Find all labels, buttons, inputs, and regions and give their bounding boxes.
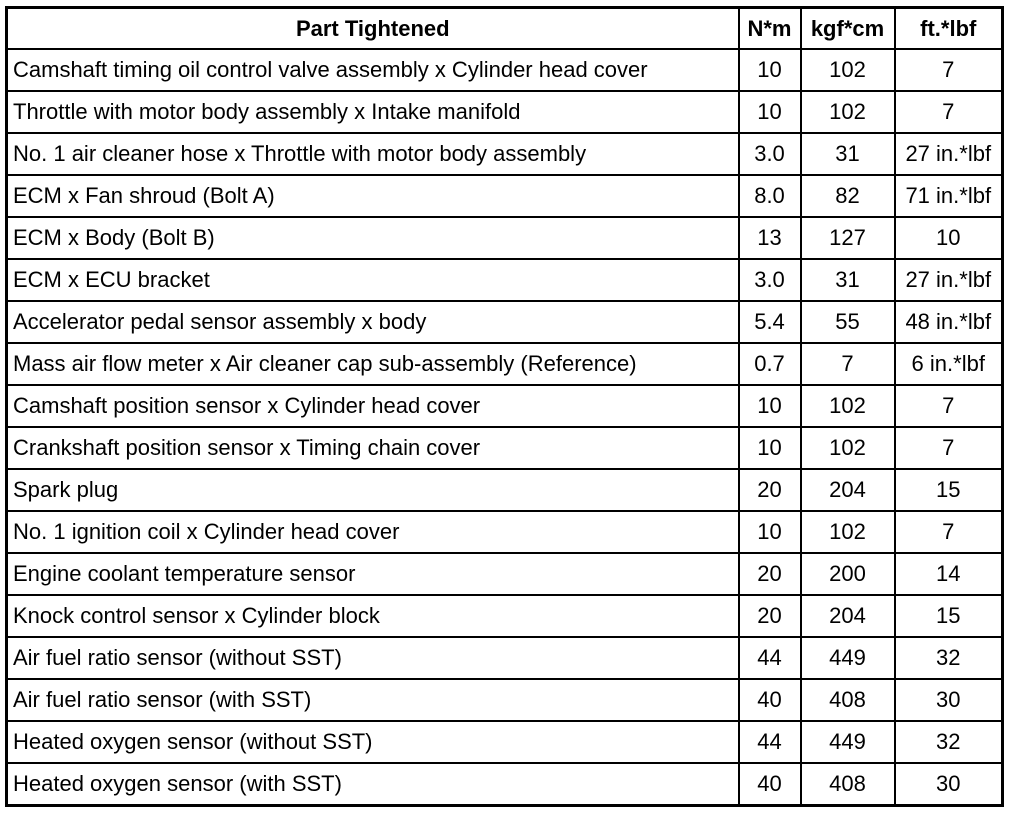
header-kgf-cm: kgf*cm	[801, 8, 895, 50]
header-newton-meters: N*m	[739, 8, 801, 50]
table-header-row	[7, 8, 1003, 50]
ft-lbf-cell: 10	[895, 217, 1003, 259]
kgf-cm-cell: 82	[801, 175, 895, 217]
kgf-cm-cell: 449	[801, 721, 895, 763]
table-row	[7, 49, 1003, 91]
part-cell: Throttle with motor body assembly x Intake manifold	[7, 91, 739, 133]
kgf-cm-cell: 204	[801, 469, 895, 511]
part-cell: ECM x Body (Bolt B)	[7, 217, 739, 259]
ft-lbf-cell: 7	[895, 385, 1003, 427]
ft-lbf-cell: 71 in.*lbf	[895, 175, 1003, 217]
kgf-cm-cell: 102	[801, 427, 895, 469]
part-cell: Spark plug	[7, 469, 739, 511]
kgf-cm-cell: 408	[801, 763, 895, 806]
newton-meters-cell: 10	[739, 385, 801, 427]
table-row	[7, 637, 1003, 679]
header-part-tightened: Part Tightened	[7, 8, 739, 50]
ft-lbf-cell: 14	[895, 553, 1003, 595]
ft-lbf-cell: 7	[895, 511, 1003, 553]
ft-lbf-cell: 6 in.*lbf	[895, 343, 1003, 385]
ft-lbf-cell: 27 in.*lbf	[895, 133, 1003, 175]
ft-lbf-cell: 32	[895, 721, 1003, 763]
kgf-cm-cell: 204	[801, 595, 895, 637]
table-row	[7, 595, 1003, 637]
ft-lbf-cell: 7	[895, 91, 1003, 133]
table-row	[7, 385, 1003, 427]
newton-meters-cell: 10	[739, 511, 801, 553]
part-cell: No. 1 air cleaner hose x Throttle with motor body assembly	[7, 133, 739, 175]
newton-meters-cell: 40	[739, 763, 801, 806]
newton-meters-cell: 10	[739, 427, 801, 469]
kgf-cm-cell: 31	[801, 133, 895, 175]
part-cell: Air fuel ratio sensor (without SST)	[7, 637, 739, 679]
newton-meters-cell: 10	[739, 91, 801, 133]
table-row	[7, 343, 1003, 385]
part-cell: Heated oxygen sensor (with SST)	[7, 763, 739, 806]
ft-lbf-cell: 7	[895, 427, 1003, 469]
part-cell: Heated oxygen sensor (without SST)	[7, 721, 739, 763]
torque-specification-table	[5, 6, 1004, 807]
part-cell: Mass air flow meter x Air cleaner cap sub-assembly (Reference)	[7, 343, 739, 385]
newton-meters-cell: 3.0	[739, 259, 801, 301]
part-cell: Camshaft timing oil control valve assembly x Cylinder head cover	[7, 49, 739, 91]
kgf-cm-cell: 7	[801, 343, 895, 385]
newton-meters-cell: 20	[739, 469, 801, 511]
table-row	[7, 679, 1003, 721]
table-body	[7, 49, 1003, 806]
part-cell: Crankshaft position sensor x Timing chain cover	[7, 427, 739, 469]
kgf-cm-cell: 200	[801, 553, 895, 595]
kgf-cm-cell: 31	[801, 259, 895, 301]
ft-lbf-cell: 32	[895, 637, 1003, 679]
table-row	[7, 511, 1003, 553]
ft-lbf-cell: 48 in.*lbf	[895, 301, 1003, 343]
part-cell: ECM x ECU bracket	[7, 259, 739, 301]
table-row	[7, 469, 1003, 511]
table-row	[7, 721, 1003, 763]
part-cell: Engine coolant temperature sensor	[7, 553, 739, 595]
newton-meters-cell: 44	[739, 637, 801, 679]
kgf-cm-cell: 102	[801, 91, 895, 133]
table-row	[7, 553, 1003, 595]
table-row	[7, 175, 1003, 217]
header-ft-lbf: ft.*lbf	[895, 8, 1003, 50]
ft-lbf-cell: 15	[895, 469, 1003, 511]
kgf-cm-cell: 127	[801, 217, 895, 259]
part-cell: No. 1 ignition coil x Cylinder head cover	[7, 511, 739, 553]
ft-lbf-cell: 27 in.*lbf	[895, 259, 1003, 301]
kgf-cm-cell: 449	[801, 637, 895, 679]
table-row	[7, 301, 1003, 343]
newton-meters-cell: 8.0	[739, 175, 801, 217]
kgf-cm-cell: 55	[801, 301, 895, 343]
part-cell: Camshaft position sensor x Cylinder head cover	[7, 385, 739, 427]
ft-lbf-cell: 30	[895, 679, 1003, 721]
table-row	[7, 763, 1003, 806]
newton-meters-cell: 20	[739, 553, 801, 595]
newton-meters-cell: 40	[739, 679, 801, 721]
table-row	[7, 133, 1003, 175]
part-cell: Air fuel ratio sensor (with SST)	[7, 679, 739, 721]
newton-meters-cell: 5.4	[739, 301, 801, 343]
part-cell: Accelerator pedal sensor assembly x body	[7, 301, 739, 343]
table-row	[7, 427, 1003, 469]
part-cell: Knock control sensor x Cylinder block	[7, 595, 739, 637]
newton-meters-cell: 44	[739, 721, 801, 763]
newton-meters-cell: 13	[739, 217, 801, 259]
kgf-cm-cell: 102	[801, 511, 895, 553]
newton-meters-cell: 20	[739, 595, 801, 637]
kgf-cm-cell: 408	[801, 679, 895, 721]
table-row	[7, 217, 1003, 259]
ft-lbf-cell: 15	[895, 595, 1003, 637]
ft-lbf-cell: 30	[895, 763, 1003, 806]
ft-lbf-cell: 7	[895, 49, 1003, 91]
table-row	[7, 91, 1003, 133]
table-row	[7, 259, 1003, 301]
kgf-cm-cell: 102	[801, 385, 895, 427]
newton-meters-cell: 3.0	[739, 133, 801, 175]
part-cell: ECM x Fan shroud (Bolt A)	[7, 175, 739, 217]
newton-meters-cell: 10	[739, 49, 801, 91]
newton-meters-cell: 0.7	[739, 343, 801, 385]
kgf-cm-cell: 102	[801, 49, 895, 91]
